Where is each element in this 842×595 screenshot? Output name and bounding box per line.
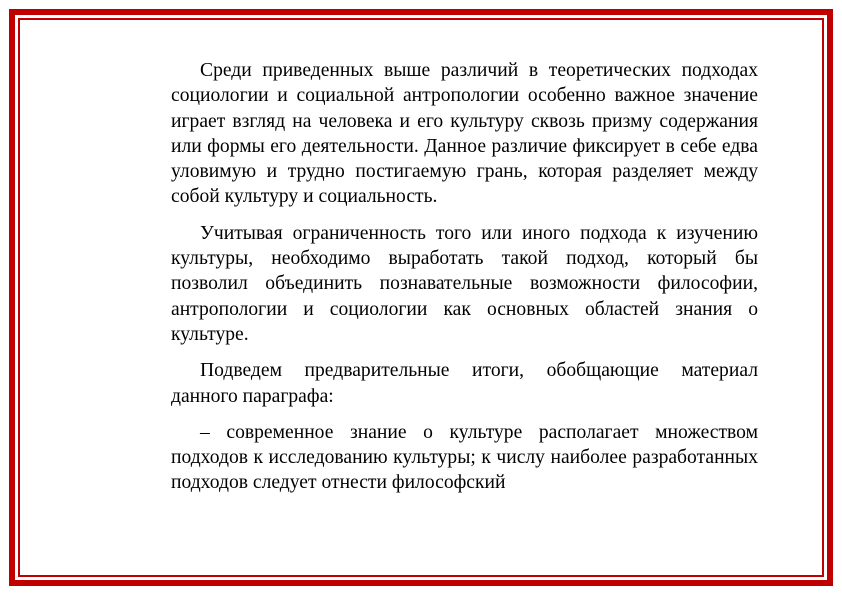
paragraph-4: – современное знание о культуре располагает множеством подходов к исследованию культуры; к числу наиболее разработанных подходов следует отнести философский <box>171 421 758 494</box>
paragraph-3: Подведем предварительные итоги, обобщающие материал данного параграфа: <box>171 360 758 407</box>
paragraph-2: Учитывая ограниченность того или иного подхода к изучению культуры, необходимо выработать такой подход, который бы позволил объединить познавательные возможности философии, антропологии и социологии как основных областей знания о культуре. <box>171 222 758 345</box>
paragraph-1: Среди приведенных выше различий в теоретических подходах социологии и социальной антропологии особенно важное значение играет взгляд на человека и его культуру сквозь призму содержания или формы его деятельности. Данное различие фиксирует в себе едва уловимую и трудно постигаемую грань, которая разделяет между собой культуру и социальность. <box>171 60 758 208</box>
slide-text-body <box>171 58 758 507</box>
